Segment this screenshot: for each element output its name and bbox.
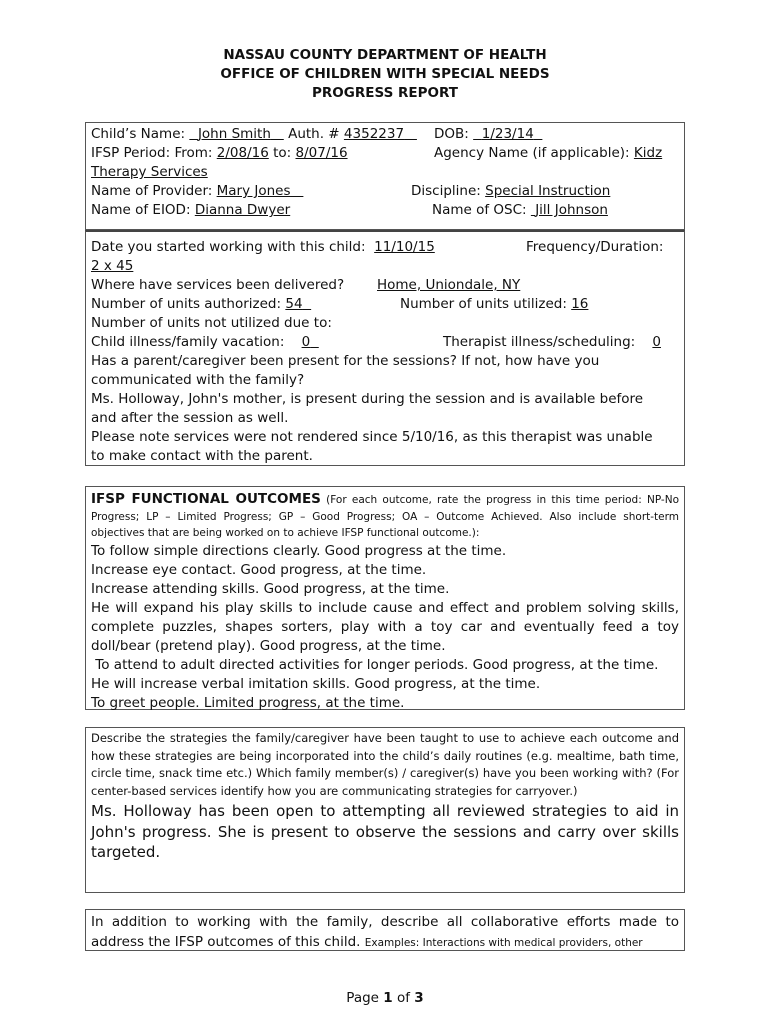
outcome-item[interactable]: To greet people. Limited progress, at the time. xyxy=(91,694,405,711)
collaboration-question: In addition to working with the family, describe all collaborative efforts made to address the IFSP outcomes of this child. xyxy=(91,914,679,950)
parent-answer-continued[interactable]: and after the session as well. xyxy=(91,410,289,426)
units-not-utilized-label: Number of units not utilized due to: xyxy=(91,315,332,331)
therapist-illness-field[interactable]: 0 xyxy=(652,334,661,350)
outcomes-instructions: (For each outcome, rate the progress in this time period: NP-No Progress; LP – Limited Progress; GP – Good Progress; OA – Outcome Achieved. Also include short-term objectives that are being worked on to achieve IFSP functional outcome.): xyxy=(91,494,679,539)
parent-answer[interactable]: Ms. Holloway, John's mother, is present during the session and is available before xyxy=(91,391,644,407)
child-illness-label: Child illness/family vacation: xyxy=(91,334,285,350)
frequency-field[interactable]: 2 x 45 xyxy=(91,258,134,274)
auth-label: Auth. # xyxy=(288,126,340,142)
therapist-illness-label: Therapist illness/scheduling: xyxy=(443,334,636,350)
start-date-label: Date you started working with this child: xyxy=(91,239,366,255)
strategies-question: Describe the strategies the family/caregiver have been taught to use to achieve each outcome and how these strategies are being incorporated into the child’s daily routines (e.g. mealtime, bath time, circle time, snack time etc.) Which family member(s) / caregiver(s) have you been working with? (For center-based services identify how you are communicating strategies for carryover.) xyxy=(91,731,679,798)
eiod-label: Name of EIOD: xyxy=(91,202,191,218)
outcome-item[interactable]: Increase eye contact. Good progress, at the time. xyxy=(91,561,427,578)
page-number: Page 1 of 3 xyxy=(346,990,424,1006)
strategies-section xyxy=(85,727,685,893)
outcome-item[interactable]: Increase attending skills. Good progress, at the time. xyxy=(91,580,450,597)
start-date-field[interactable]: 11/10/15 xyxy=(374,239,435,255)
dob-label: DOB: xyxy=(434,126,469,142)
collaboration-examples: Examples: Interactions with medical providers, other xyxy=(364,937,643,949)
agency-field[interactable]: Kidz xyxy=(633,145,663,161)
child-name-label: Child’s Name: xyxy=(91,126,186,142)
strategies-answer[interactable]: Ms. Holloway has been open to attempting all reviewed strategies to aid in John's progress. She is present to observe the sessions and carry over skills targeted. xyxy=(91,802,679,861)
units-authorized-label: Number of units authorized: xyxy=(91,296,282,312)
frequency-label: Frequency/Duration: xyxy=(526,239,664,255)
outcome-item[interactable]: He will increase verbal imitation skills. Good progress, at the time. xyxy=(91,675,541,692)
discipline-field[interactable]: Special Instruction xyxy=(485,183,611,199)
functional-outcomes-section xyxy=(85,486,685,710)
parent-question: Has a parent/caregiver been present for the sessions? If not, how have you xyxy=(91,353,600,369)
header-department: NASSAU COUNTY DEPARTMENT OF HEALTH xyxy=(223,47,547,63)
header-report-title: PROGRESS REPORT xyxy=(312,85,458,101)
location-field[interactable]: Home, Uniondale, NY xyxy=(377,277,521,293)
units-utilized-label: Number of units utilized: xyxy=(400,296,567,312)
location-label: Where have services been delivered? xyxy=(91,277,345,293)
services-note[interactable]: Please note services were not rendered since 5/10/16, as this therapist was unable xyxy=(91,429,653,445)
outcome-item[interactable]: To follow simple directions clearly. Good progress at the time. xyxy=(91,542,507,559)
report-header xyxy=(0,46,770,103)
agency-label: Agency Name (if applicable): xyxy=(434,145,630,161)
ifsp-period-label: IFSP Period: From: xyxy=(91,145,213,161)
child-name-field[interactable]: John Smith xyxy=(197,126,271,142)
header-office: OFFICE OF CHILDREN WITH SPECIAL NEEDS xyxy=(220,66,550,82)
outcomes-heading: IFSP FUNCTIONAL OUTCOMES xyxy=(91,491,321,507)
collaboration-section xyxy=(85,909,685,951)
provider-label: Name of Provider: xyxy=(91,183,213,199)
osc-field[interactable]: Jill Johnson xyxy=(535,202,608,218)
ifsp-to-field[interactable]: 8/07/16 xyxy=(295,145,348,161)
agency-field-continued[interactable]: Therapy Services xyxy=(91,164,208,180)
units-authorized-field[interactable]: 54 xyxy=(285,296,303,312)
auth-field[interactable]: 4352237 xyxy=(343,126,405,142)
units-utilized-field[interactable]: 16 xyxy=(571,296,589,312)
child-info-section: Child’s Name: John Smith Auth. # 4352237 DOB: 1/23/14 IFSP Period: From: 2/08/16 to: 8/07/16 Agency Name (if applicable): Kidz Therapy Services Name of Provider: Mary Jones Discipline: Special Instruction Name of EIOD: Dianna Dwyer Name of OSC: Jill Johnson xyxy=(85,122,685,230)
eiod-field[interactable]: Dianna Dwyer xyxy=(194,202,291,218)
outcome-item[interactable]: He will expand his play skills to include cause and effect and problem solving skills, complete puzzles, shapes sorters, play with a toy car and eventually feed a toy doll/bear (pretend play). Good progress, at the time. xyxy=(91,599,679,654)
parent-question-continued: communicated with the family? xyxy=(91,372,305,388)
child-illness-field[interactable]: 0 xyxy=(301,334,311,350)
service-info-section xyxy=(85,230,685,466)
osc-label: Name of OSC: xyxy=(432,202,527,218)
dob-field[interactable]: 1/23/14 xyxy=(481,126,534,142)
outcome-item[interactable]: To attend to adult directed activities for longer periods. Good progress, at the time. xyxy=(91,656,659,673)
provider-field[interactable]: Mary Jones xyxy=(216,183,291,199)
discipline-label: Discipline: xyxy=(411,183,481,199)
services-note-continued[interactable]: to make contact with the parent. xyxy=(91,448,313,464)
ifsp-from-field[interactable]: 2/08/16 xyxy=(216,145,269,161)
